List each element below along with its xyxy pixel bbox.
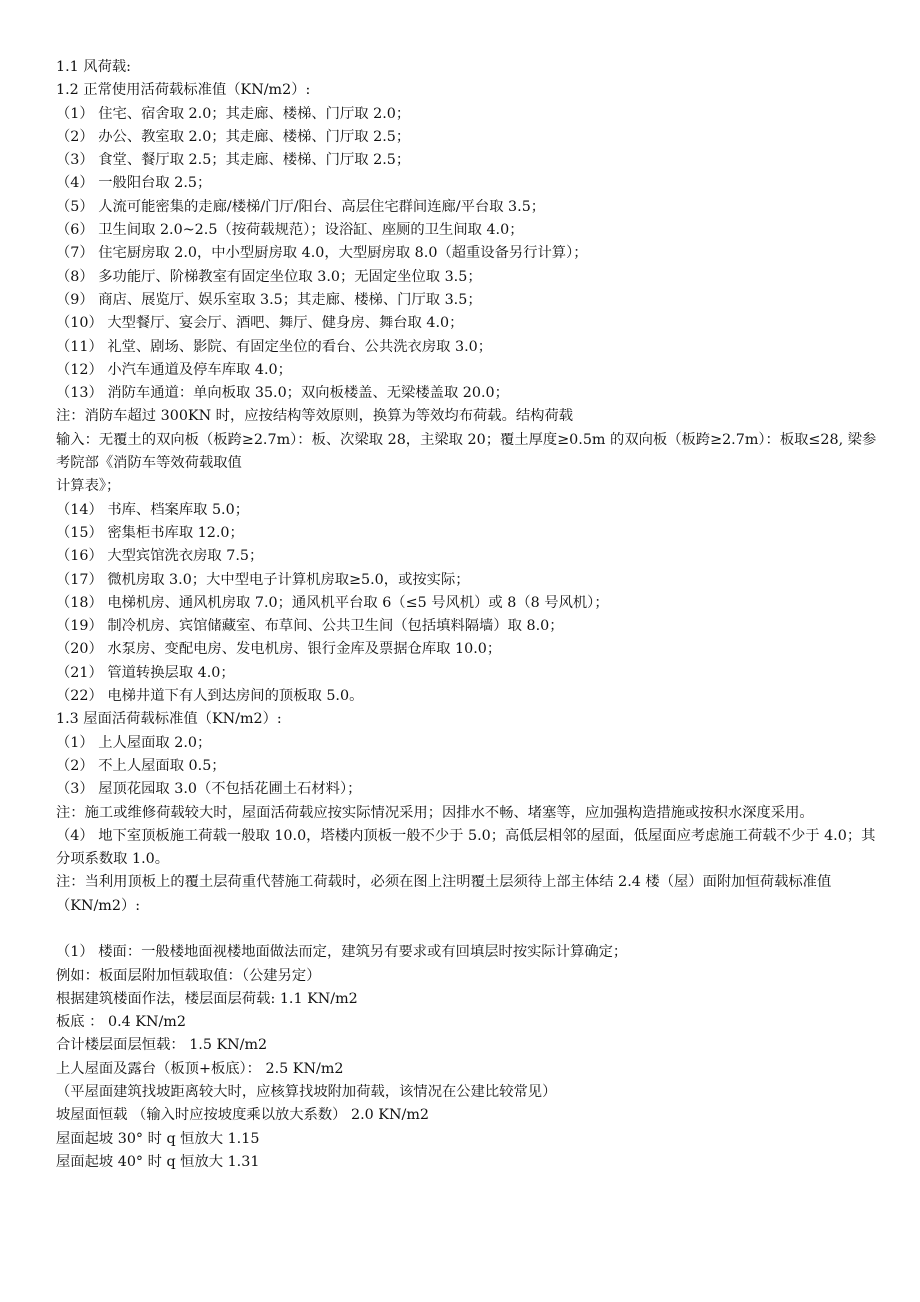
- section-heading-live-load: 1.2 正常使用活荷载标准值（KN/m2）:: [56, 82, 311, 99]
- note-construction-load: 注：施工或维修荷载较大时，屋面活荷载应按实际情况采用；因排水不畅、堵塞等，应加强构造措施或按积水深度采用。: [56, 804, 814, 821]
- load-line: 屋面起坡 30° 时 q 恒放大 1.15: [56, 1130, 260, 1147]
- list-item: （8） 多功能厅、阶梯教室有固定坐位取 3.0；无固定坐位取 3.5；: [56, 268, 482, 285]
- note-slope-finding: （平屋面建筑找坡距离较大时，应核算找坡附加荷载，该情况在公建比较常见）: [56, 1084, 557, 1101]
- paragraph-continuation: 计算表》；: [56, 478, 121, 495]
- list-item: （10） 大型餐厅、宴会厅、酒吧、舞厅、健身房、舞台取 4.0；: [56, 315, 464, 332]
- note-soil-cover: 注：当利用顶板上的覆土层荷重代替施工荷载时，必须在图上注明覆土层须待上部主体结 2.4 楼（屋）面附加恒荷载标准值（KN/m2）:: [56, 874, 832, 914]
- load-line: 上人屋面及露台（板顶+板底）： 2.5 KN/m2: [56, 1060, 344, 1077]
- list-item: （1） 楼面：一般楼地面视楼地面做法而定，建筑另有要求或有回填层时按实际计算确定；: [56, 944, 628, 961]
- list-item: （9） 商店、展览厅、娱乐室取 3.5；其走廊、楼梯、门厅取 3.5；: [56, 291, 482, 308]
- list-item: （17） 微机房取 3.0；大中型电子计算机房取≥5.0，或按实际；: [56, 571, 470, 588]
- list-item: （6） 卫生间取 2.0~2.5（按荷载规范）；设浴缸、座厕的卫生间取 4.0；: [56, 222, 524, 239]
- list-item: （4） 一般阳台取 2.5；: [56, 175, 212, 192]
- list-item: （1） 住宅、宿舍取 2.0；其走廊、楼梯、门厅取 2.0；: [56, 105, 411, 122]
- list-item: （15） 密集柜书库取 12.0；: [56, 524, 244, 541]
- section-heading-wind-load: 1.1 风荷载:: [56, 59, 131, 75]
- list-item: （3） 屋顶花园取 3.0（不包括花圃土石材料）；: [56, 781, 362, 798]
- list-item: （12） 小汽车通道及停车库取 4.0；: [56, 361, 292, 378]
- paragraph-fire-truck-input: 输入：无覆土的双向板（板跨≥2.7m）：板、次梁取 28，主梁取 20；覆土厚度≥0.5m 的双向板（板跨≥2.7m）：板取≤28, 梁参考院部《消防车等效荷载取值: [56, 431, 877, 472]
- list-item: （20） 水泵房、变配电房、发电机房、银行金库及票据仓库取 10.0；: [56, 641, 502, 658]
- example-line: 例如：板面层附加恒载取值：（公建另定）: [56, 967, 321, 984]
- list-item: （19） 制冷机房、宾馆储藏室、布草间、公共卫生间（包括填料隔墙）取 8.0；: [56, 618, 564, 635]
- list-item: （18） 电梯机房、通风机房取 7.0；通风机平台取 6（≤5 号风机）或 8（8 号风机）；: [56, 594, 609, 611]
- list-item: （13） 消防车通道：单向板取 35.0；双向板楼盖、无梁楼盖取 20.0；: [56, 385, 509, 402]
- list-item: （2） 不上人屋面取 0.5；: [56, 757, 226, 774]
- list-item: （7） 住宅厨房取 2.0，中小型厨房取 4.0，大型厨房取 8.0（超重设备另行计算）；: [56, 245, 588, 262]
- list-item: （21） 管道转换层取 4.0；: [56, 664, 235, 681]
- list-item: （11） 礼堂、剧场、影院、有固定坐位的看台、公共洗衣房取 3.0；: [56, 338, 493, 355]
- load-line: 屋面起坡 40° 时 q 恒放大 1.31: [56, 1153, 260, 1170]
- note-fire-truck: 注：消防车超过 300KN 时，应按结构等效原则，换算为等效均布荷载。结构荷载: [56, 408, 574, 425]
- load-line: 坡屋面恒载 （输入时应按坡度乘以放大系数） 2.0 KN/m2: [56, 1107, 429, 1124]
- load-line: 板底 ： 0.4 KN/m2: [56, 1014, 186, 1031]
- list-item: （16） 大型宾馆洗衣房取 7.5；: [56, 548, 264, 565]
- list-item: （4） 地下室顶板施工荷载一般取 10.0，塔楼内顶板一般不少于 5.0；高低层相邻的屋面，低屋面应考虑施工荷载不少于 4.0；其分项系数取 1.0。: [56, 827, 876, 868]
- list-item: （2） 办公、教室取 2.0；其走廊、楼梯、门厅取 2.5；: [56, 128, 411, 145]
- load-line: 根据建筑楼面作法，楼层面层荷载: 1.1 KN/m2: [56, 990, 358, 1007]
- blank-line: [56, 918, 880, 941]
- list-item: （14） 书库、档案库取 5.0；: [56, 501, 249, 518]
- list-item: （1） 上人屋面取 2.0；: [56, 734, 212, 751]
- section-heading-roof-live-load: 1.3 屋面活荷载标准值（KN/m2）:: [56, 711, 282, 728]
- list-item: （22） 电梯井道下有人到达房间的顶板取 5.0。: [56, 688, 364, 705]
- list-item: （3） 食堂、餐厅取 2.5；其走廊、楼梯、门厅取 2.5；: [56, 152, 411, 169]
- load-line: 合计楼层面层恒载： 1.5 KN/m2: [56, 1037, 268, 1054]
- list-item: （5） 人流可能密集的走廊/楼梯/门厅/阳台、高层住宅群间连廊/平台取 3.5；: [56, 198, 546, 215]
